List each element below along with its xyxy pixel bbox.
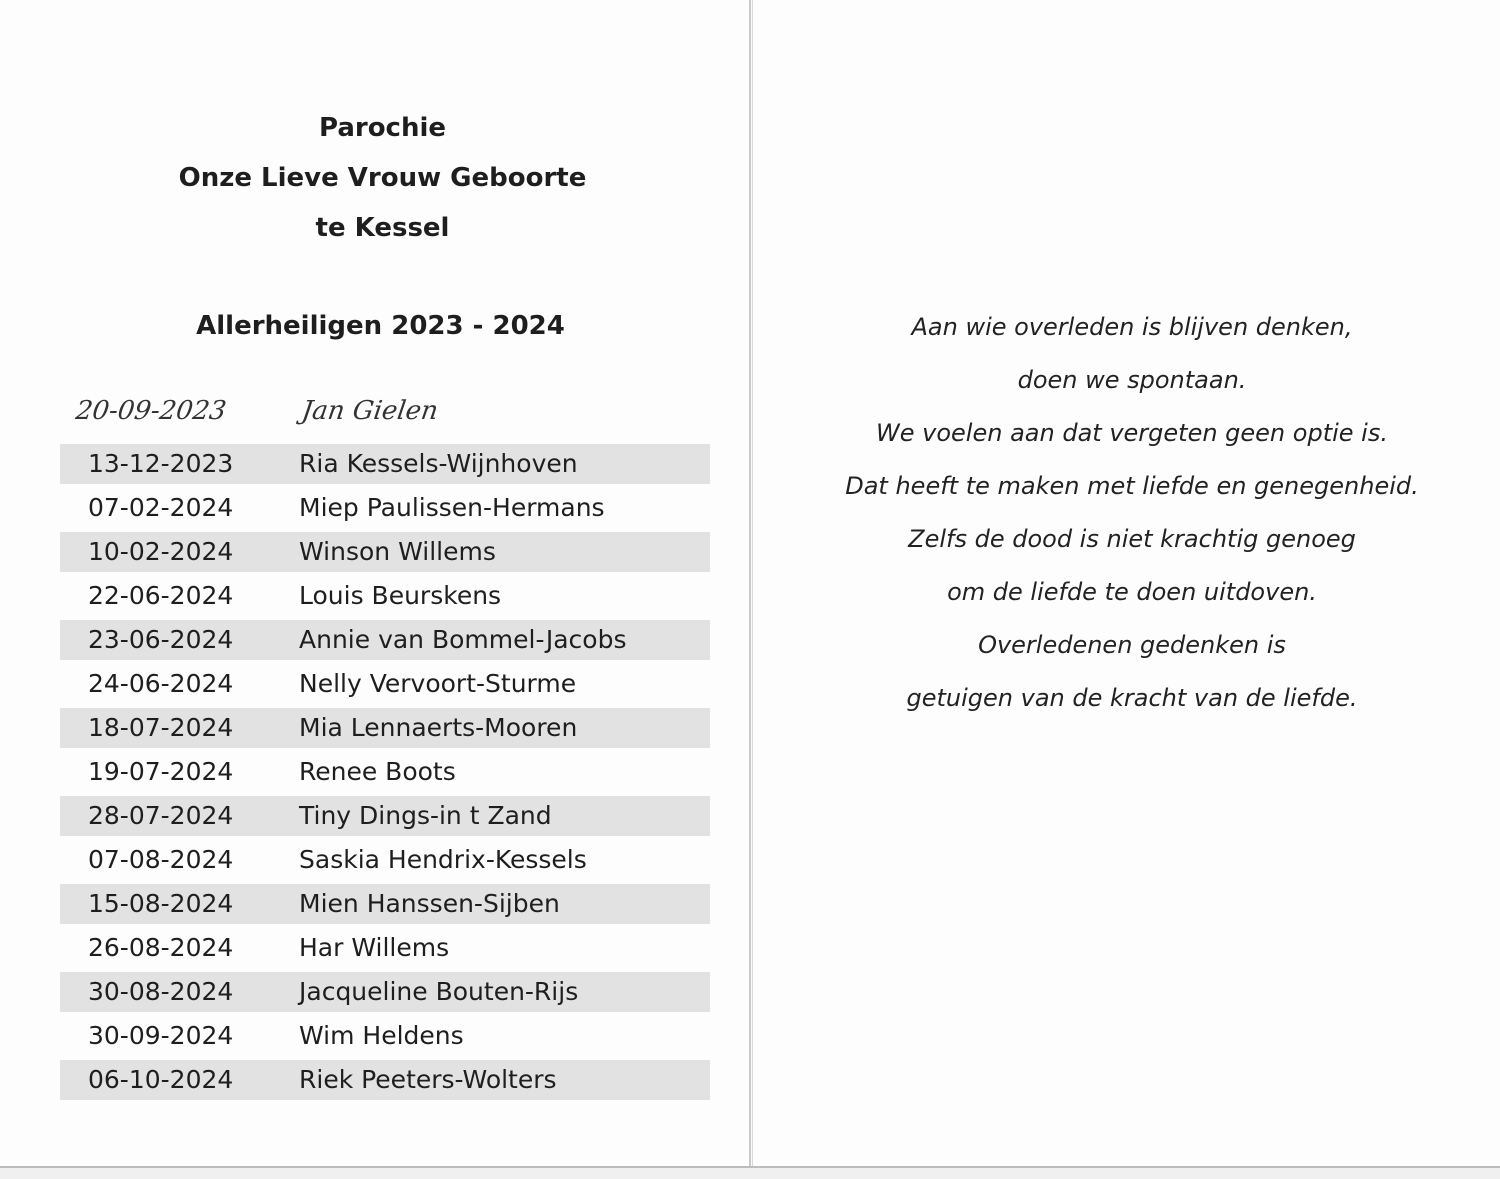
table-row [60, 1060, 710, 1100]
date-cell: 24-06-2024 [88, 669, 234, 698]
table-row [60, 796, 710, 836]
name-cell: Mia Lennaerts-Mooren [299, 713, 578, 742]
date-cell: 15-08-2024 [88, 889, 234, 918]
name-cell: Nelly Vervoort-Sturme [299, 669, 577, 698]
table-row [60, 576, 710, 616]
table-row [60, 532, 710, 572]
table-row [60, 620, 710, 660]
handwritten-name: Jan Gielen [299, 396, 440, 426]
name-cell: Wim Heldens [299, 1021, 464, 1050]
table-row [60, 752, 710, 792]
poem-line: Zelfs de dood is niet krachtig genoeg [908, 525, 1356, 553]
table-row [60, 488, 710, 528]
date-cell: 06-10-2024 [88, 1065, 234, 1094]
table-row [60, 972, 710, 1012]
date-cell: 13-12-2023 [88, 449, 234, 478]
table-row [60, 884, 710, 924]
poem-line: getuigen van de kracht van de liefde. [906, 684, 1358, 712]
name-cell: Jacqueline Bouten-Rijs [299, 977, 579, 1006]
table-row [60, 840, 710, 880]
name-cell: Saskia Hendrix-Kessels [299, 845, 587, 874]
left-page [0, 0, 751, 1166]
poem-line: doen we spontaan. [1017, 366, 1247, 394]
date-cell: 30-08-2024 [88, 977, 234, 1006]
table-row [60, 708, 710, 748]
date-cell: 23-06-2024 [88, 625, 234, 654]
heading-line-2: Onze Lieve Vrouw Geboorte [178, 163, 587, 193]
date-cell: 18-07-2024 [88, 713, 234, 742]
date-cell: 07-02-2024 [88, 493, 234, 522]
heading-line-3: te Kessel [315, 213, 450, 243]
poem-line: Aan wie overleden is blijven denken, [911, 313, 1353, 341]
table-row [60, 444, 710, 484]
poem-line: om de liefde te doen uitdoven. [947, 578, 1317, 606]
name-cell: Tiny Dings-in t Zand [299, 801, 552, 830]
name-cell: Renee Boots [299, 757, 456, 786]
poem-line: Dat heeft te maken met liefde en genegenheid. [845, 472, 1419, 500]
name-cell: Mien Hanssen-Sijben [299, 889, 560, 918]
name-cell: Miep Paulissen-Hermans [299, 493, 605, 522]
name-cell: Annie van Bommel-Jacobs [299, 625, 627, 654]
page-bottom-edge [0, 1166, 1500, 1179]
date-cell: 10-02-2024 [88, 537, 234, 566]
poem-line: Overledenen gedenken is [978, 631, 1286, 659]
table-row [60, 1016, 710, 1056]
table-row [60, 928, 710, 968]
name-cell: Riek Peeters-Wolters [299, 1065, 557, 1094]
date-cell: 22-06-2024 [88, 581, 234, 610]
date-cell: 26-08-2024 [88, 933, 234, 962]
name-cell: Har Willems [299, 933, 450, 962]
name-cell: Louis Beurskens [299, 581, 502, 610]
date-cell: 30-09-2024 [88, 1021, 234, 1050]
table-row [60, 664, 710, 704]
date-cell: 07-08-2024 [88, 845, 234, 874]
date-cell: 28-07-2024 [88, 801, 234, 830]
name-cell: Winson Willems [299, 537, 496, 566]
heading-line-1: Parochie [318, 113, 447, 143]
poem-line: We voelen aan dat vergeten geen optie is. [876, 419, 1388, 447]
subtitle: Allerheiligen 2023 - 2024 [196, 311, 565, 341]
handwritten-date: 20-09-2023 [73, 396, 229, 426]
name-cell: Ria Kessels-Wijnhoven [299, 449, 578, 478]
date-cell: 19-07-2024 [88, 757, 234, 786]
